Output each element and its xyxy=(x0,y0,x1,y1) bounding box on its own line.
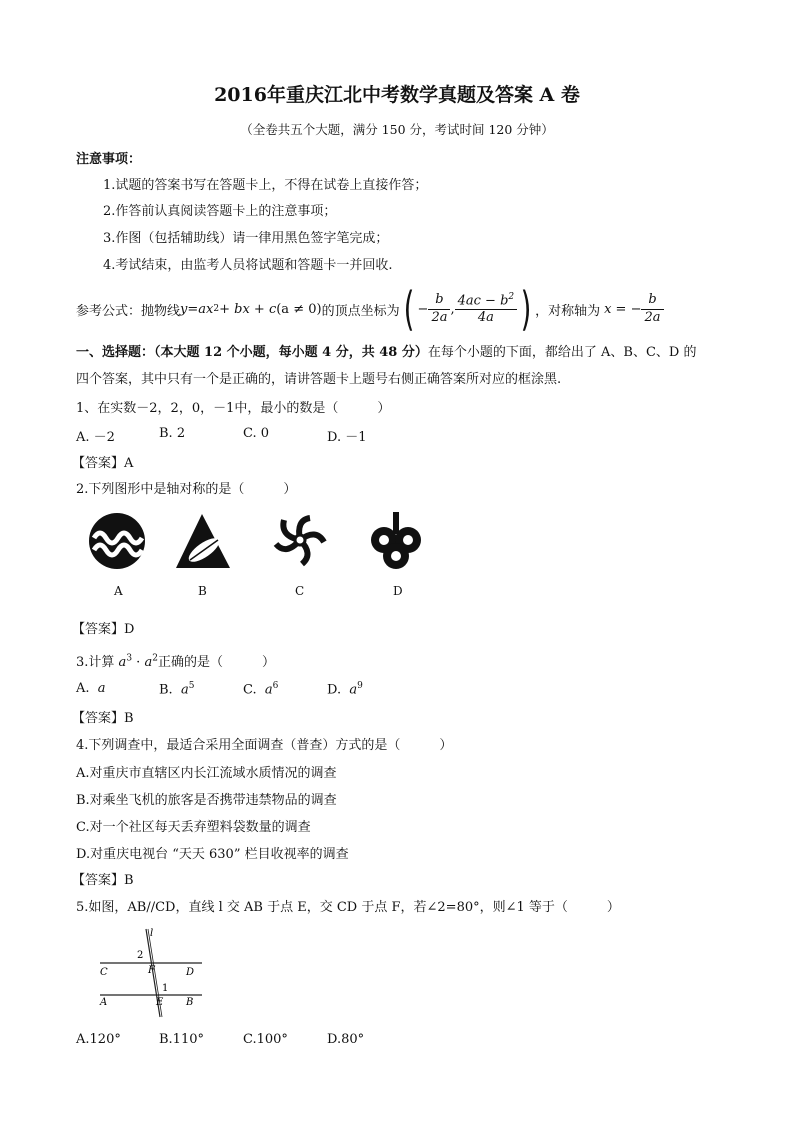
q3-option-c-letter: C. xyxy=(243,682,257,698)
q3-option-b-letter: B. xyxy=(159,682,173,698)
q3-exp-2: 2 xyxy=(152,653,158,664)
note-item-1: 1.试题的答案书写在答题卡上，不得在试卷上直接作答； xyxy=(103,178,428,193)
figure-c-pinwheel-icon xyxy=(276,518,324,564)
section1-line2: 四个答案，其中只有一个是正确的，请讲答题卡上题号右侧正确答案所对应的框涂黑. xyxy=(76,372,562,387)
q1-option-a: A. －2 xyxy=(76,430,115,445)
vertex-y-denominator: 4a xyxy=(477,310,494,326)
vertex-y-numerator xyxy=(455,292,518,311)
formula-axis-x: x = − xyxy=(604,301,642,317)
label-b: B xyxy=(186,997,194,1008)
q5-option-c: C.100° xyxy=(243,1032,288,1047)
q3-base-2: a xyxy=(144,655,153,670)
q3-option-d-base: a xyxy=(349,682,358,698)
q5-stem: 5.如图，AB//CD，直线 l 交 AB 于点 E，交 CD 于点 F，若∠2=80°，则∠1 等于（ ） xyxy=(76,900,620,915)
q2-answer: 【答案】D xyxy=(72,622,135,637)
formula-y: y xyxy=(180,301,188,317)
q3-option-b-base: a xyxy=(180,682,189,698)
label-f: F xyxy=(148,965,155,976)
q5-option-b: B.110° xyxy=(159,1032,204,1047)
q3-option-d xyxy=(327,681,363,697)
vertex-y-numerator-exp: 2 xyxy=(508,291,515,302)
axis-denominator: 2a xyxy=(644,309,661,325)
label-d: D xyxy=(186,967,195,978)
figure-b-triangle-icon xyxy=(176,514,230,568)
formula-prefix: 参考公式：抛物线 xyxy=(76,303,181,319)
q1-stem: 1、在实数－2，2，0，－1中，最小的数是（ ） xyxy=(76,401,391,416)
formula-bxc: + bx + c xyxy=(219,301,277,317)
reference-formula xyxy=(76,284,664,334)
q3-option-c-base: a xyxy=(264,682,273,698)
q3-base-1: a xyxy=(118,655,127,670)
axis-numerator: b xyxy=(641,292,663,309)
formula-condition: (a ≠ 0) xyxy=(276,301,322,317)
q3-option-d-letter: D. xyxy=(327,682,342,698)
note-item-2: 2.作答前认真阅读答题卡上的注意事项； xyxy=(103,204,337,219)
label-l: l xyxy=(150,928,154,939)
q4-answer: 【答案】B xyxy=(72,873,134,888)
label-e: E xyxy=(156,997,164,1008)
vertex-x-fraction xyxy=(428,292,450,326)
q1-option-d: D. －1 xyxy=(327,430,367,445)
vertex-x-denominator: 2a xyxy=(431,309,448,325)
q2-stem: 2.下列图形中是轴对称的是（ ） xyxy=(76,482,297,497)
q1-option-b: B. 2 xyxy=(159,426,186,441)
q3-option-b xyxy=(159,681,194,697)
vertex-y-fraction xyxy=(455,292,518,327)
q3-dot: · xyxy=(132,655,145,670)
right-paren-icon: ) xyxy=(520,282,532,336)
figure-label-d: D xyxy=(393,584,403,598)
q3-stem-pre: 3.计算 xyxy=(76,655,119,670)
page-title: 2016年重庆江北中考数学真题及答案 A 卷 xyxy=(214,84,580,106)
q4-option-a: A.对重庆市直辖区内长江流域水质情况的调查 xyxy=(76,766,337,781)
q3-option-a xyxy=(76,681,106,696)
formula-comma: , xyxy=(450,301,455,317)
q3-stem-post: 正确的是（ ） xyxy=(157,655,275,670)
q4-option-c: C.对一个社区每天丢弃塑料袋数量的调查 xyxy=(76,820,311,835)
formula-axis-text: ，对称轴为 xyxy=(535,303,601,319)
q3-stem xyxy=(76,651,275,670)
label-c: C xyxy=(100,967,108,978)
q4-stem: 4.下列调查中，最适合采用全面调查（普查）方式的是（ ） xyxy=(76,738,453,753)
q3-option-d-exp: 9 xyxy=(357,681,363,691)
q3-answer: 【答案】B xyxy=(72,711,134,726)
formula-vertex-text: 的顶点坐标为 xyxy=(321,303,400,319)
formula-ax-exp: 2 xyxy=(213,304,220,314)
figure-d-circles-icon xyxy=(371,512,421,569)
note-item-4: 4.考试结束，由监考人员将试题和答题卡一并回收. xyxy=(103,258,393,273)
q4-option-d: D.对重庆电视台 “天天 630” 栏目收视率的调查 xyxy=(76,847,349,862)
q3-option-a-base: a xyxy=(97,681,106,696)
q5-option-d: D.80° xyxy=(327,1032,365,1047)
q3-option-c xyxy=(243,681,278,697)
axis-fraction xyxy=(641,292,663,326)
q1-option-c: C. 0 xyxy=(243,426,270,441)
figure-label-c: C xyxy=(295,584,305,598)
formula-minus: − xyxy=(417,301,429,317)
formula-ax: ax xyxy=(198,301,214,317)
figure-label-a: A xyxy=(114,584,123,598)
figure-label-b: B xyxy=(198,584,207,598)
section1-heading: 一、选择题：（本大题 12 个小题，每小题 4 分，共 48 分） xyxy=(76,345,428,360)
label-angle-2: 2 xyxy=(137,950,144,961)
q5-option-a: A.120° xyxy=(76,1032,121,1047)
q1-answer: 【答案】A xyxy=(72,456,134,471)
section1-heading-line xyxy=(76,341,696,360)
notes-heading: 注意事项： xyxy=(76,152,142,167)
q3-exp-1: 3 xyxy=(126,653,133,664)
label-angle-1: 1 xyxy=(162,983,169,994)
page-subtitle: （全卷共五个大题，满分 150 分，考试时间 120 分钟） xyxy=(240,122,554,137)
q5-parallel-lines-figure xyxy=(90,925,210,1020)
q3-option-b-exp: 5 xyxy=(188,681,195,691)
note-item-3: 3.作图（包括辅助线）请一律用黑色签字笔完成； xyxy=(103,231,389,246)
vertex-y-numerator-text: 4ac − b xyxy=(457,292,509,308)
q3-option-a-letter: A. xyxy=(76,681,90,696)
q2-figures xyxy=(80,508,440,578)
label-a: A xyxy=(100,997,108,1008)
q4-option-b: B.对乘坐飞机的旅客是否携带违禁物品的调查 xyxy=(76,793,337,808)
section1-heading-rest: 在每个小题的下面，都给出了 A、B、C、D 的 xyxy=(427,345,697,360)
formula-equals: = xyxy=(187,301,199,317)
figure-a-waves-icon xyxy=(89,513,145,569)
left-paren-icon: ( xyxy=(403,282,414,336)
q3-option-c-exp: 6 xyxy=(272,681,279,691)
vertex-x-numerator: b xyxy=(428,292,450,309)
